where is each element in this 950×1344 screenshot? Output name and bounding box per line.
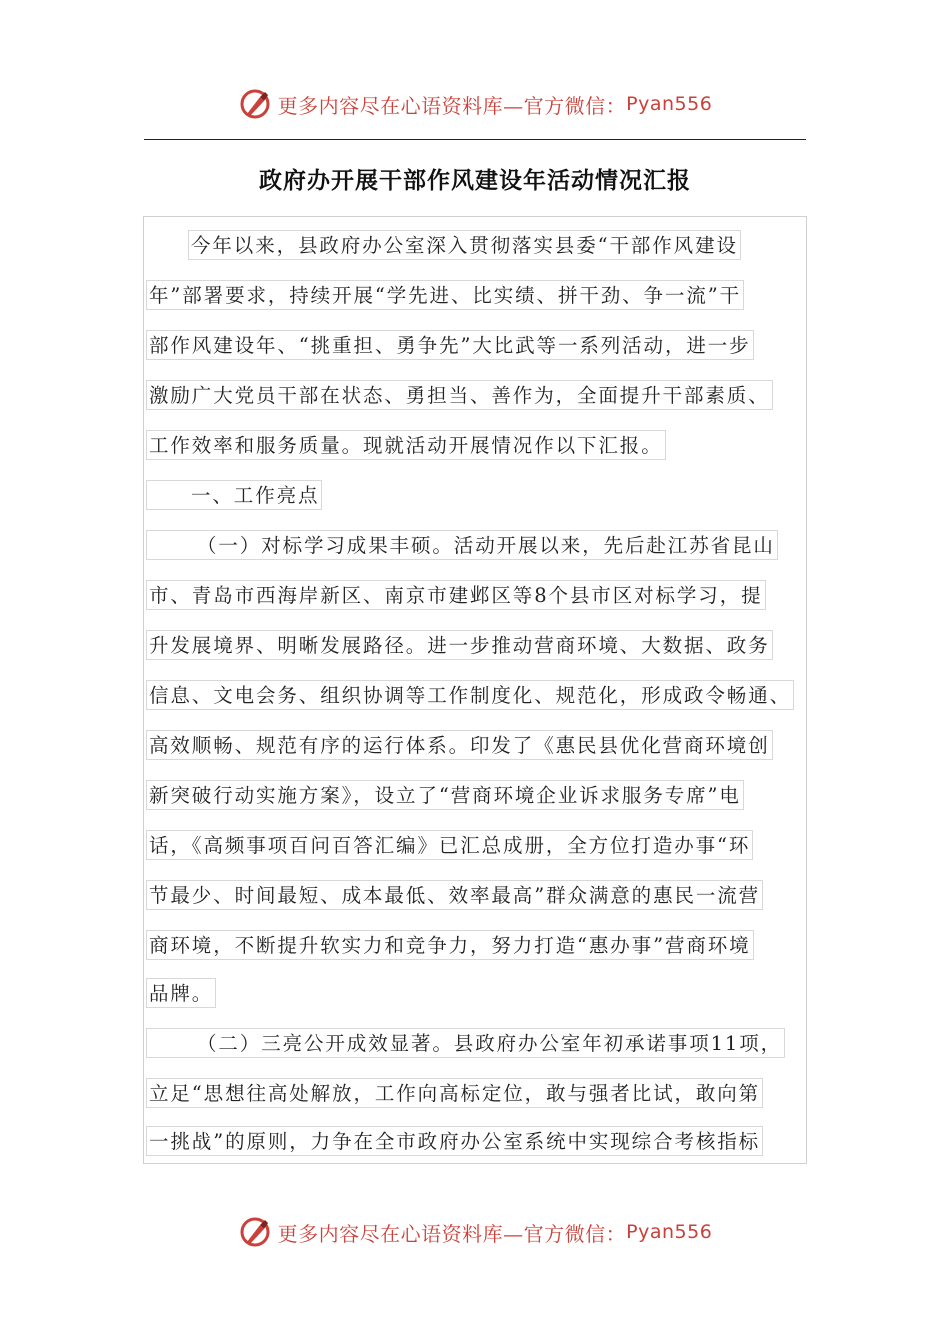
body-line: 信息、文电会务、组织协调等工作制度化、规范化，形成政令畅通、 [146, 680, 794, 710]
brand-text: 更多内容尽在心语资料库—官方微信： [277, 93, 627, 118]
body-line: 高效顺畅、规范有序的运行体系。印发了《惠民县优化营商环境创 [146, 730, 773, 760]
body-line: 升发展境界、明晰发展路径。进一步推动营商环境、大数据、政务 [146, 630, 773, 660]
brand-handle: Pyan556 [626, 93, 713, 115]
brand-footer [0, 1212, 950, 1252]
brand-header [0, 84, 950, 124]
brand-text: 更多内容尽在心语资料库—官方微信： [277, 1221, 627, 1246]
body-line: 新突破行动实施方案》，设立了“营商环境企业诉求服务专席”电 [146, 780, 744, 810]
body-line: 一挑战”的原则，力争在全市政府办公室系统中实现综合考核指标 [146, 1126, 763, 1156]
body-line: 品牌。 [146, 978, 216, 1008]
body-line: 节最少、时间最短、成本最低、效率最高”群众满意的惠民一流营 [146, 880, 763, 910]
brand-handle: Pyan556 [626, 1221, 713, 1243]
document-title: 政府办开展干部作风建设年活动情况汇报 [259, 167, 691, 194]
body-line: 工作效率和服务质量。现就活动开展情况作以下汇报。 [146, 430, 666, 460]
pen-nib-logo-icon [238, 1215, 272, 1249]
body-line: （一）对标学习成果丰硕。活动开展以来，先后赴江苏省昆山 [146, 530, 778, 560]
body-line: 今年以来，县政府办公室深入贯彻落实县委“干部作风建设 [188, 230, 741, 260]
body-line: 话，《高频事项百问百答汇编》已汇总成册，全方位打造办事“环 [146, 830, 753, 860]
body-line: 商环境，不断提升软实力和竞争力，努力打造“惠办事”营商环境 [146, 930, 754, 960]
header-divider [144, 139, 806, 140]
body-line: 立足“思想往高处解放，工作向高标定位，敢与强者比试，敢向第 [146, 1078, 763, 1108]
body-line: （二）三亮公开成效显著。县政府办公室年初承诺事项11项， [146, 1028, 785, 1058]
body-line: 年”部署要求，持续开展“学先进、比实绩、拼干劲、争一流”干 [146, 280, 744, 310]
body-line: 市、青岛市西海岸新区、南京市建邺区等8个县市区对标学习，提 [146, 580, 766, 610]
pen-nib-logo-icon [238, 87, 272, 121]
body-line: 激励广大党员干部在状态、勇担当、善作为，全面提升干部素质、 [146, 380, 773, 410]
body-line: 部作风建设年、“挑重担、勇争先”大比武等一系列活动，进一步 [146, 330, 754, 360]
section-heading: 一、工作亮点 [146, 480, 322, 510]
